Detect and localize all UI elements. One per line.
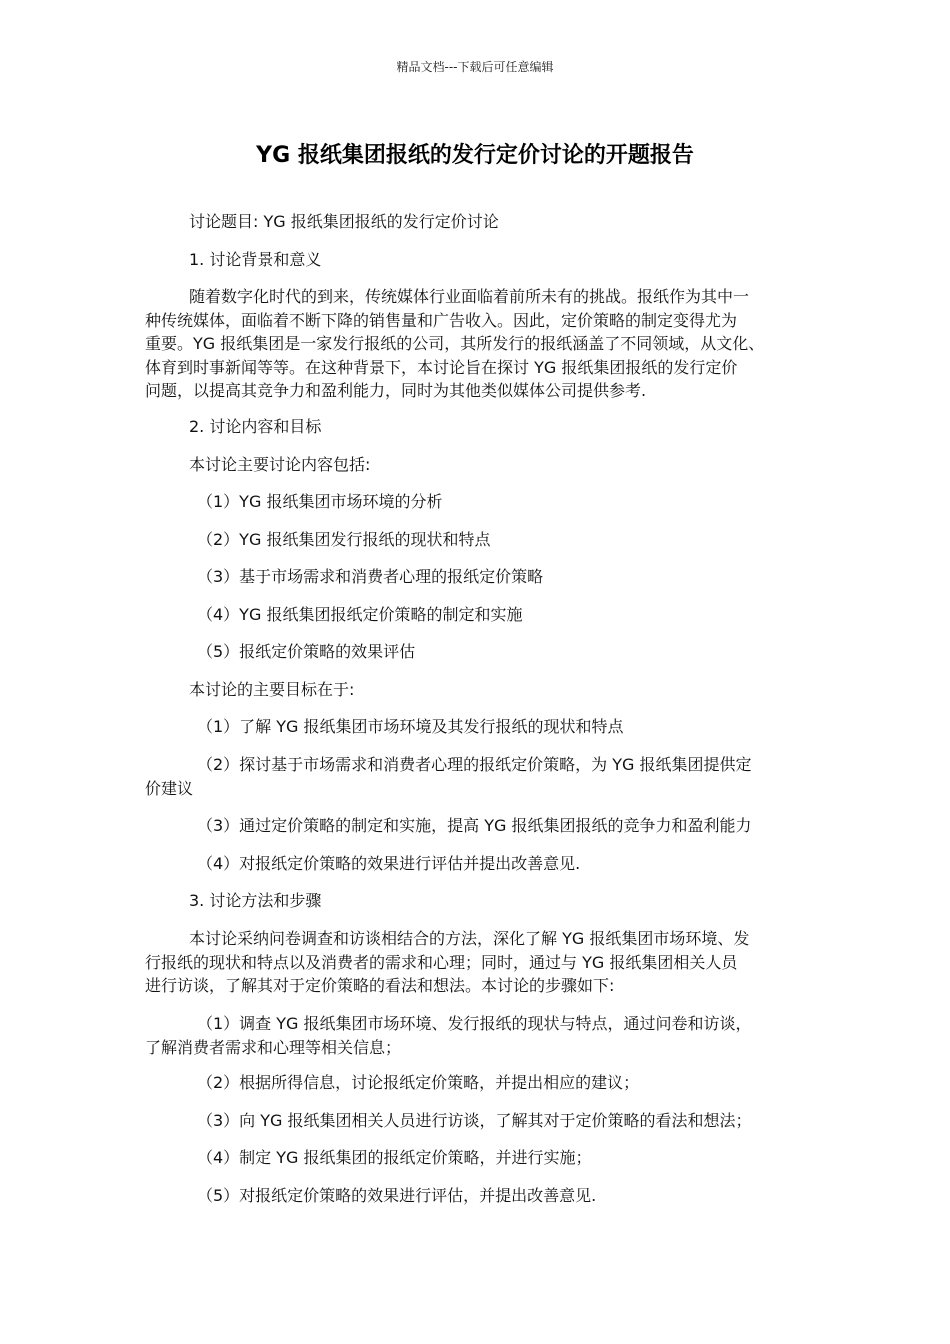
- goal-item: （4）对报纸定价策略的效果进行评估并提出改善意见.: [197, 854, 581, 873]
- section-2-heading: 2. 讨论内容和目标: [189, 417, 322, 436]
- paragraph-line: 体育到时事新闻等等。在这种背景下，本讨论旨在探讨 YG 报纸集团报纸的发行定价: [145, 357, 738, 377]
- paragraph-line: （2）探讨基于市场需求和消费者心理的报纸定价策略，为 YG 报纸集团提供定: [197, 755, 752, 774]
- goal-intro: 本讨论的主要目标在于:: [189, 680, 355, 699]
- content-item: （5）报纸定价策略的效果评估: [197, 642, 416, 661]
- section-1-paragraph: [145, 285, 815, 403]
- step-item: [145, 1012, 815, 1059]
- paragraph-line: 种传统媒体，面临着不断下降的销售量和广告收入。因此，定价策略的制定变得尤为: [145, 310, 738, 330]
- section-3-heading: 3. 讨论方法和步骤: [189, 891, 322, 910]
- section-3-paragraph: [145, 927, 815, 998]
- paragraph-line: 行报纸的现状和特点以及消费者的需求和心理；同时，通过与 YG 报纸集团相关人员: [145, 952, 738, 972]
- paragraph-line: 价建议: [145, 778, 194, 798]
- goal-item: （3）通过定价策略的制定和实施，提高 YG 报纸集团报纸的竞争力和盈利能力: [197, 816, 752, 835]
- step-item: （2）根据所得信息，讨论报纸定价策略，并提出相应的建议；: [197, 1073, 640, 1092]
- content-item: （4）YG 报纸集团报纸定价策略的制定和实施: [197, 605, 523, 624]
- document-title: YG 报纸集团报纸的发行定价讨论的开题报告: [256, 143, 694, 168]
- step-item: （4）制定 YG 报纸集团的报纸定价策略，并进行实施；: [197, 1148, 592, 1167]
- goal-item: [145, 753, 815, 800]
- section-1-heading: 1. 讨论背景和意义: [189, 250, 322, 269]
- paragraph-line: 重要。YG 报纸集团是一家发行报纸的公司，其所发行的报纸涵盖了不同领域，从文化、: [145, 334, 765, 353]
- paragraph-line: 进行访谈，了解其对于定价策略的看法和想法。本讨论的步骤如下:: [145, 976, 615, 995]
- paragraph-line: （1）调查 YG 报纸集团市场环境、发行报纸的现状与特点，通过问卷和访谈，: [197, 1014, 752, 1033]
- goal-item: （1）了解 YG 报纸集团市场环境及其发行报纸的现状和特点: [197, 717, 624, 736]
- topic-line: 讨论题目: YG 报纸集团报纸的发行定价讨论: [189, 212, 499, 231]
- page-header: 精品文档---下载后可任意编辑: [396, 60, 554, 74]
- content-item: （3）基于市场需求和消费者心理的报纸定价策略: [197, 567, 544, 586]
- content-item: （2）YG 报纸集团发行报纸的现状和特点: [197, 530, 491, 549]
- paragraph-line: 随着数字化时代的到来，传统媒体行业面临着前所未有的挑战。报纸作为其中一: [189, 287, 750, 306]
- paragraph-line: 问题，以提高其竞争力和盈利能力，同时为其他类似媒体公司提供参考.: [145, 381, 647, 400]
- content-item: （1）YG 报纸集团市场环境的分析: [197, 492, 443, 511]
- content-intro: 本讨论主要讨论内容包括:: [189, 455, 371, 474]
- step-item: （3）向 YG 报纸集团相关人员进行访谈，了解其对于定价策略的看法和想法；: [197, 1111, 752, 1130]
- paragraph-line: 了解消费者需求和心理等相关信息；: [145, 1037, 402, 1057]
- step-item: （5）对报纸定价策略的效果进行评估，并提出改善意见.: [197, 1186, 597, 1205]
- paragraph-line: 本讨论采纳问卷调查和访谈相结合的方法，深化了解 YG 报纸集团市场环境、发: [189, 929, 750, 948]
